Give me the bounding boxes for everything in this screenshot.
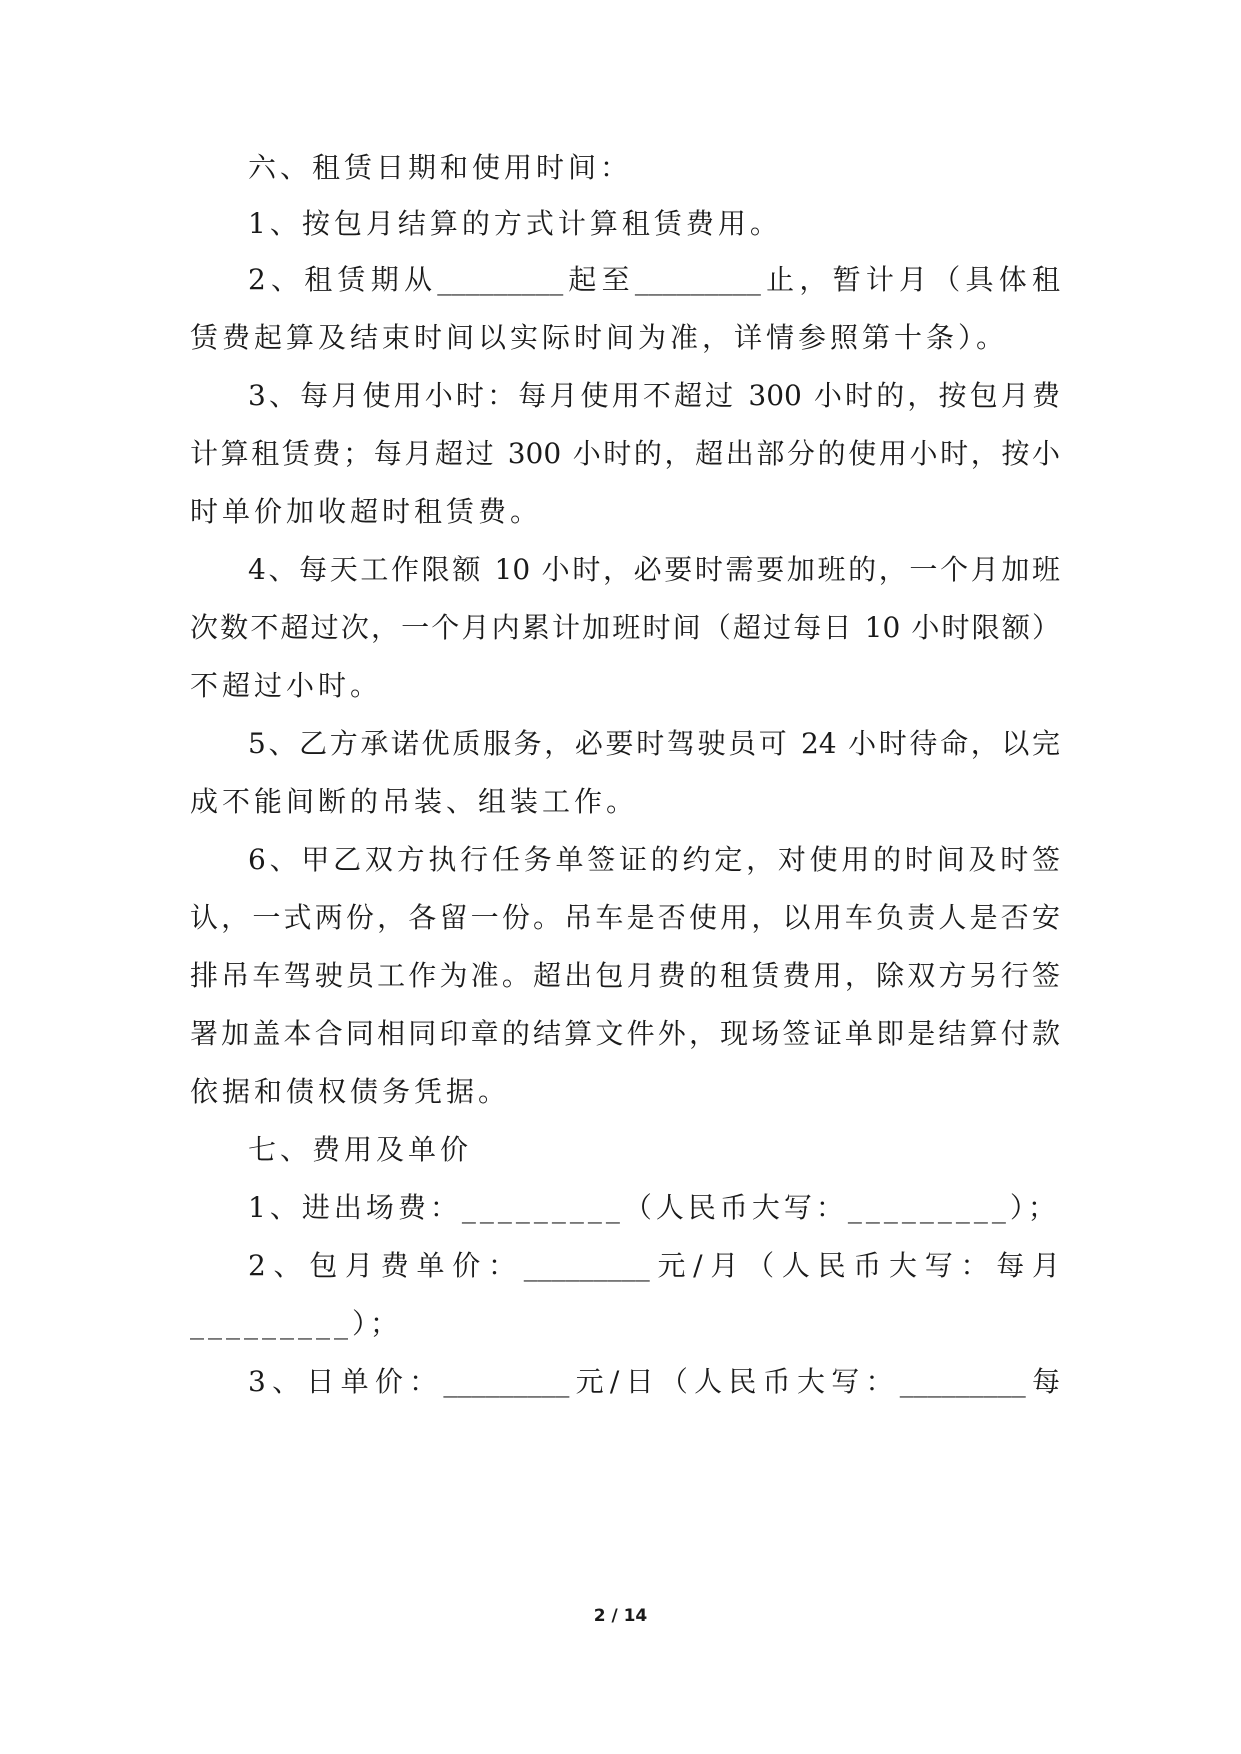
paragraph-line: 署加盖本合同相同印章的结算文件外，现场签证单即是结算付款 [190,1017,1060,1050]
section-heading: 六、租赁日期和使用时间： [248,151,633,184]
paragraph-line: 认，一式两份，各留一份。吊车是否使用，以用车负责人是否安 [190,901,1060,934]
paragraph-line: 赁费起算及结束时间以实际时间为准，详情参照第十条）。 [190,321,1009,354]
paragraph-line: 6、甲乙双方执行任务单签证的约定，对使用的时间及时签 [248,843,1060,876]
paragraph-line: 1、按包月结算的方式计算租赁费用。 [248,207,782,240]
paragraph-line: 不超过小时。 [190,669,383,702]
paragraph-line: 2、包月费单价：_________元/月（人民币大写：每月 [248,1249,1060,1282]
paragraph-line: 计算租赁费；每月超过 300 小时的，超出部分的使用小时，按小 [190,437,1060,470]
paragraph-line: 排吊车驾驶员工作为准。超出包月费的租赁费用，除双方另行签 [190,959,1060,992]
section-heading: 七、费用及单价 [248,1133,473,1166]
paragraph-line: 4、每天工作限额 10 小时，必要时需要加班的，一个月加班 [248,553,1060,586]
paragraph-line: 2、租赁期从_________起至_________止，暂计月（具体租 [248,263,1060,296]
paragraph-line: 3、日单价：_________元/日（人民币大写：_________每 [248,1365,1060,1398]
paragraph-line: _________）； [190,1307,403,1340]
page-number: 2 / 14 [593,1606,648,1626]
paragraph-line: 3、每月使用小时：每月使用不超过 300 小时的，按包月费 [248,379,1060,412]
paragraph-line: 成不能间断的吊装、组装工作。 [190,785,639,818]
paragraph-line: 时单价加收超时租赁费。 [190,495,543,528]
paragraph-line: 1、进出场费：_________（人民币大写：_________）； [248,1191,1060,1224]
paragraph-line: 依据和债权债务凭据。 [190,1075,511,1108]
paragraph-line: 5、乙方承诺优质服务，必要时驾驶员可 24 小时待命，以完 [248,727,1060,760]
paragraph-line: 次数不超过次，一个月内累计加班时间（超过每日 10 小时限额） [190,611,1060,644]
